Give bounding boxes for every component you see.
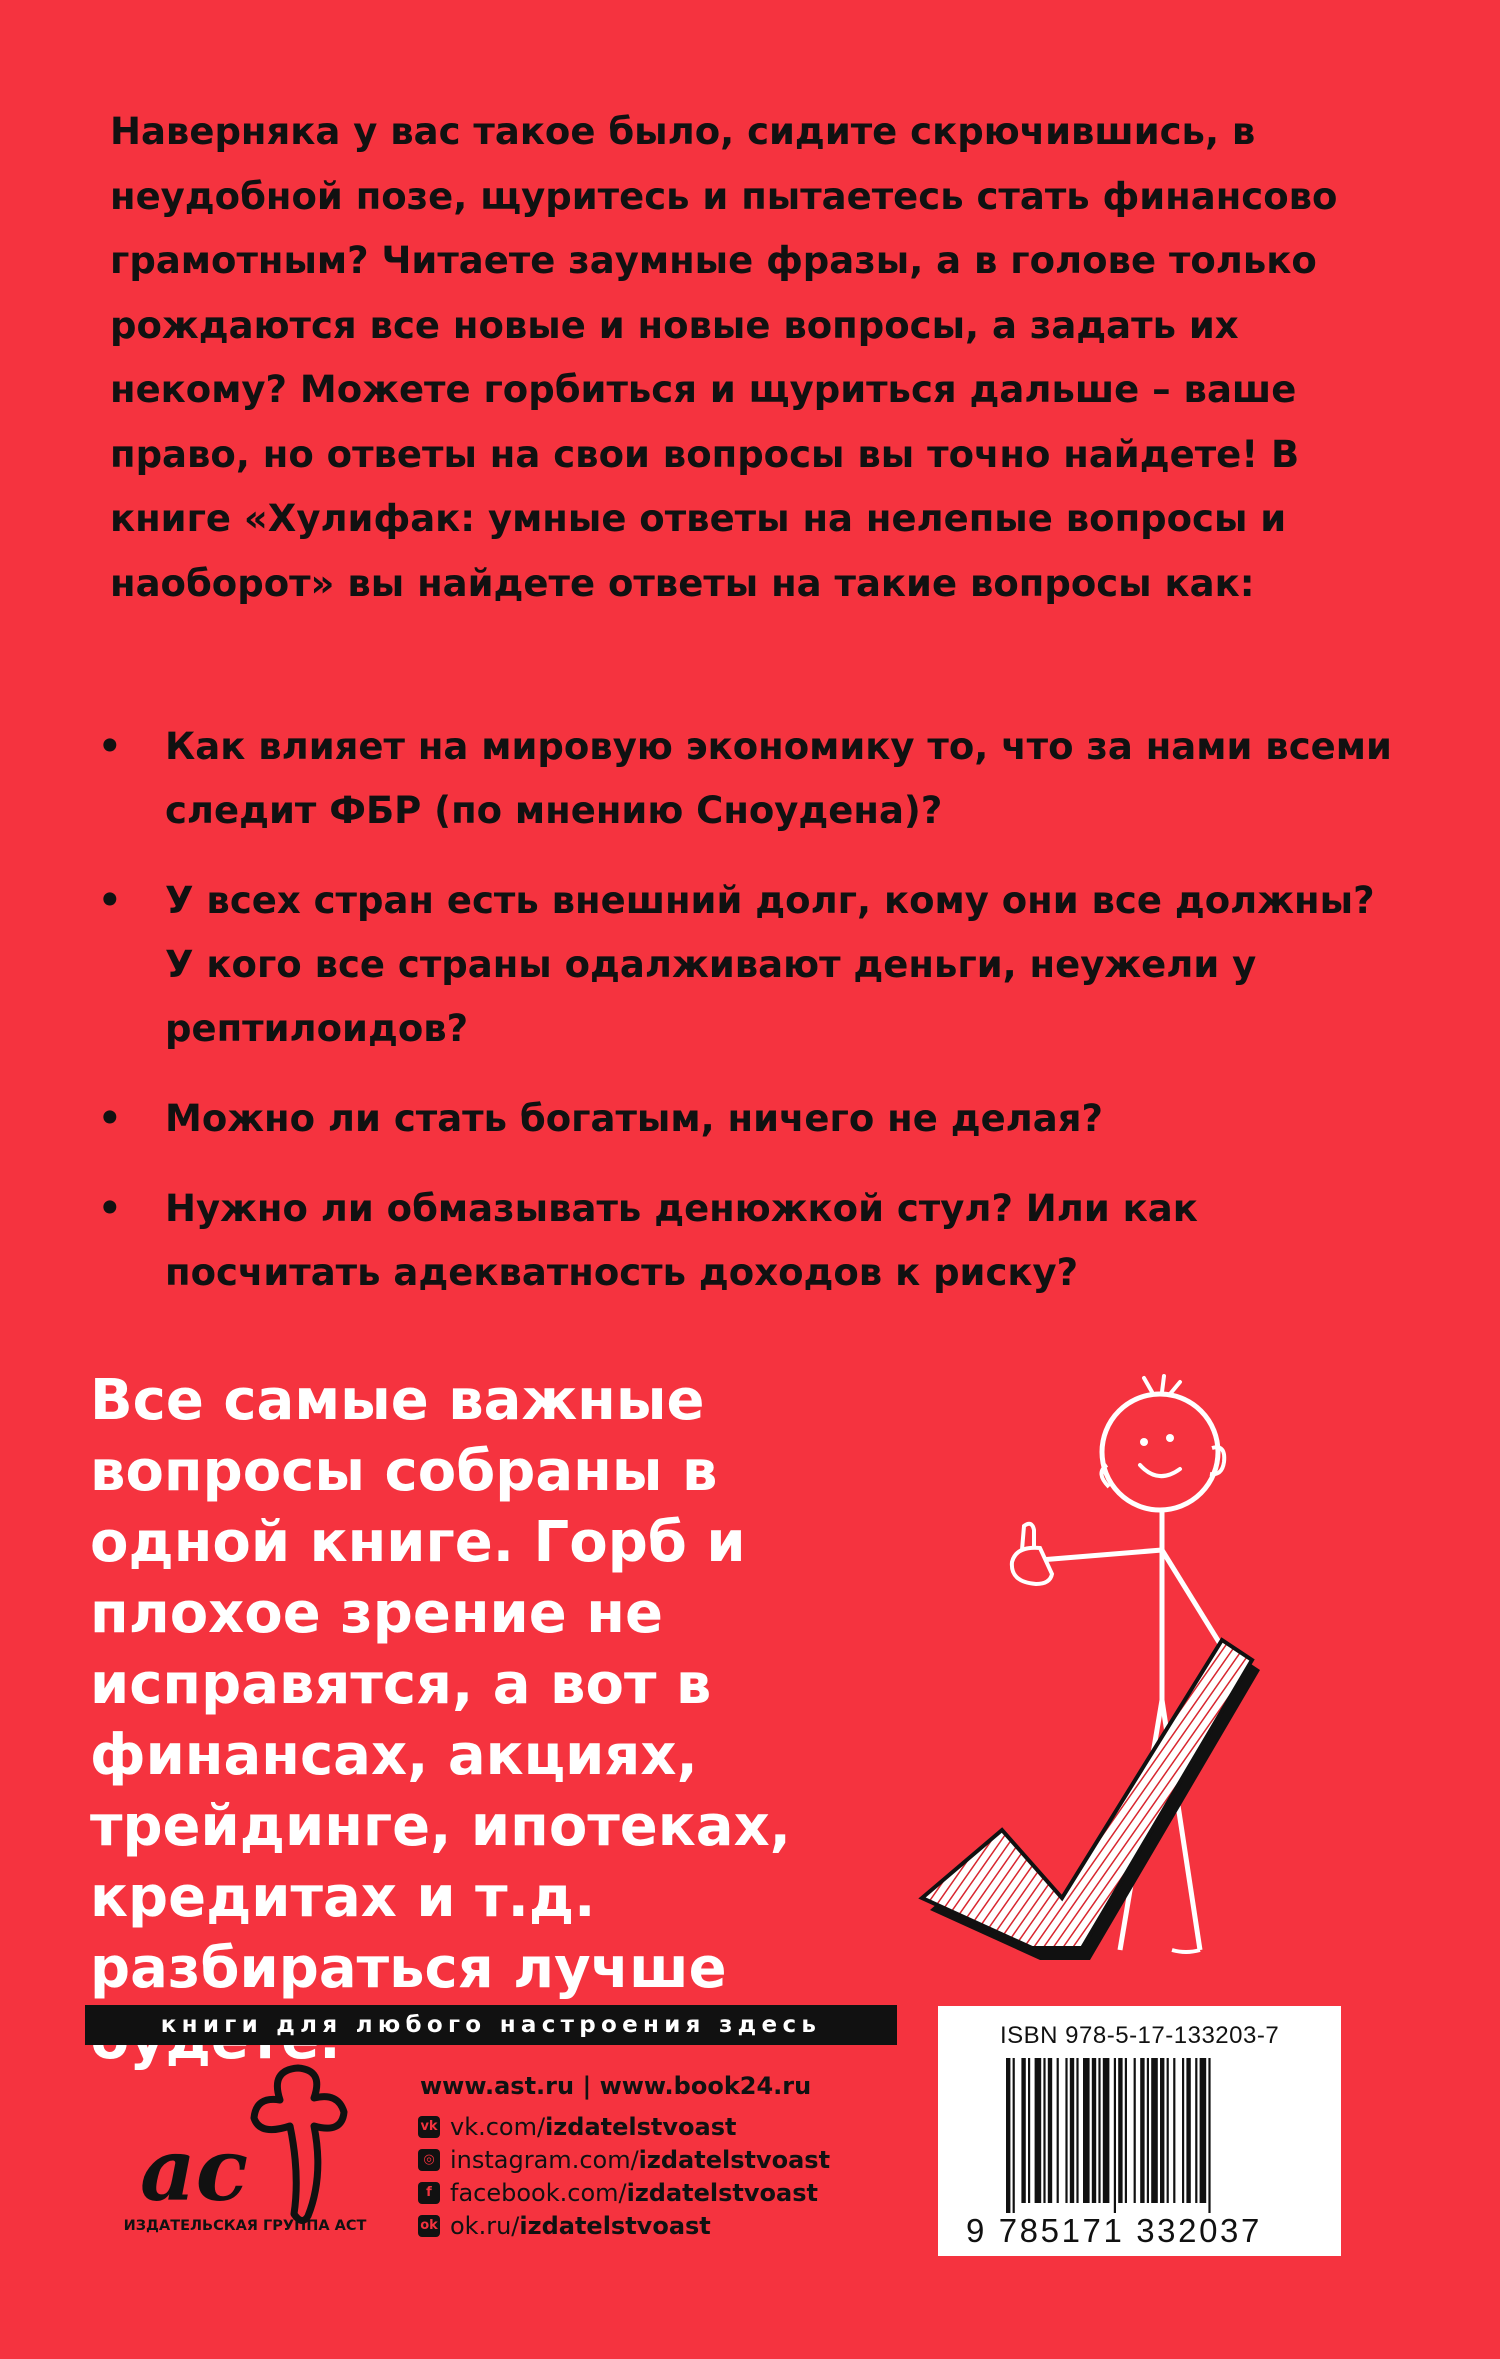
barcode-bar (1173, 2058, 1175, 2203)
barcode-bar (1076, 2058, 1078, 2203)
barcode-bar (1208, 2058, 1210, 2213)
publisher-websites[interactable]: www.ast.ru | www.book24.ru (420, 2072, 812, 2100)
intro-paragraph: Наверняка у вас такое было, сидите скрючившись, в неудобной позе, щуритесь и пытаетесь стать финансово грамотным? Читаете заумные фразы, а в голове только рождаются все новые и новые вопросы, а задать их некому? Можете горбиться и щуриться дальше – ваше право, но ответы на свои вопросы вы точно найдете! В книге «Хулифак: умные ответы на нелепые вопросы и наоборот» вы найдете ответы на такие вопросы как: (110, 110, 1338, 605)
logo-lettering: ас (140, 2120, 249, 2221)
tagline-banner: книги для любого настроения здесь (85, 2005, 897, 2045)
instagram-icon: ◎ (418, 2149, 440, 2171)
social-link-prefix: instagram.com/ (450, 2145, 639, 2174)
barcode-bar (1140, 2058, 1144, 2203)
barcode-bar (1151, 2058, 1158, 2203)
list-item-text: Нужно ли обмазывать денюжкой стул? Или как посчитать адекватность доходов к риску? (165, 1187, 1198, 1294)
vk-icon: vk (418, 2116, 440, 2138)
social-link-instagram[interactable] (418, 2143, 830, 2176)
social-link-prefix: facebook.com/ (450, 2178, 627, 2207)
barcode-bar (1013, 2058, 1015, 2213)
social-link-handle: izdatelstvoast (638, 2145, 831, 2174)
barcode-bar (1070, 2058, 1074, 2203)
bullet-icon: • (98, 879, 122, 922)
social-link-prefix: vk.com/ (450, 2112, 546, 2141)
isbn-number: ISBN 978-5-17-133203-7 (1000, 2022, 1280, 2049)
list-item (95, 1087, 1395, 1151)
facebook-icon: f (418, 2182, 440, 2204)
barcode-bar (1057, 2058, 1059, 2203)
barcode (1006, 2058, 1276, 2213)
list-item-text: Как влияет на мировую экономику то, что за нами всеми следит ФБР (по мнению Сноудена)? (165, 725, 1392, 832)
questions-list (95, 715, 1395, 1331)
list-item (95, 1177, 1395, 1305)
social-link-handle: izdatelstvoast (626, 2178, 818, 2207)
barcode-bar (1035, 2058, 1042, 2203)
barcode-bar (1134, 2058, 1136, 2203)
social-link-prefix: ok.ru/ (450, 2211, 520, 2240)
headline-text: Все самые важные вопросы собраны в одной книге. Горб и плохое зрение не исправятся, а вот в финансах, акциях, трейдинге, ипотеках, кредитах и т.д. разбираться лучше (90, 1368, 791, 2001)
barcode-bar (1006, 2058, 1010, 2213)
barcode-bar (1167, 2058, 1169, 2203)
barcode-bar (1048, 2058, 1052, 2203)
publisher-caption: ИЗДАТЕЛЬСКАЯ ГРУППА АСТ (123, 2218, 367, 2234)
stick-figure-checkmark-illustration (900, 1370, 1320, 1970)
ast-logo (100, 2060, 390, 2240)
barcode-bar (1118, 2058, 1122, 2203)
barcode-bar (1114, 2058, 1116, 2213)
bullet-icon: • (98, 1187, 122, 1230)
barcode-panel (938, 2006, 1341, 2256)
barcode-bar (1200, 2058, 1207, 2203)
social-link-facebook[interactable] (418, 2176, 830, 2209)
barcode-bar (1160, 2058, 1164, 2203)
ean-digits: 9 785171 332037 (966, 2212, 1262, 2249)
barcode-bar (1125, 2058, 1127, 2203)
list-item-text: У всех стран есть внешний долг, кому они все должны? У кого все страны одалживают деньги, неужели у рептилоидов? (165, 879, 1375, 1050)
list-item-text: Можно ли стать богатым, ничего не делая? (165, 1097, 1103, 1140)
social-link-handle: izdatelstvoast (519, 2211, 711, 2240)
barcode-bar (1182, 2058, 1184, 2203)
barcode-bar (1098, 2058, 1100, 2203)
barcode-bar (1147, 2058, 1149, 2203)
odnoklassniki-icon: ok (418, 2215, 440, 2237)
bullet-icon: • (98, 1097, 122, 1140)
bullet-icon: • (98, 725, 122, 768)
barcode-bar (1083, 2058, 1090, 2203)
barcode-bar (1028, 2058, 1030, 2203)
barcode-bar (1092, 2058, 1096, 2203)
barcode-bar (1065, 2058, 1067, 2203)
barcode-bar (1043, 2058, 1045, 2203)
barcode-bar (1103, 2058, 1110, 2203)
social-link-vk[interactable] (418, 2110, 830, 2143)
list-item (95, 869, 1395, 1061)
barcode-bar (1021, 2058, 1025, 2203)
social-links (418, 2110, 830, 2242)
barcode-bar (1195, 2058, 1197, 2203)
list-item (95, 715, 1395, 843)
barcode-bar (1186, 2058, 1190, 2203)
social-link-odnoklassniki[interactable] (418, 2209, 830, 2242)
social-link-handle: izdatelstvoast (545, 2112, 737, 2141)
